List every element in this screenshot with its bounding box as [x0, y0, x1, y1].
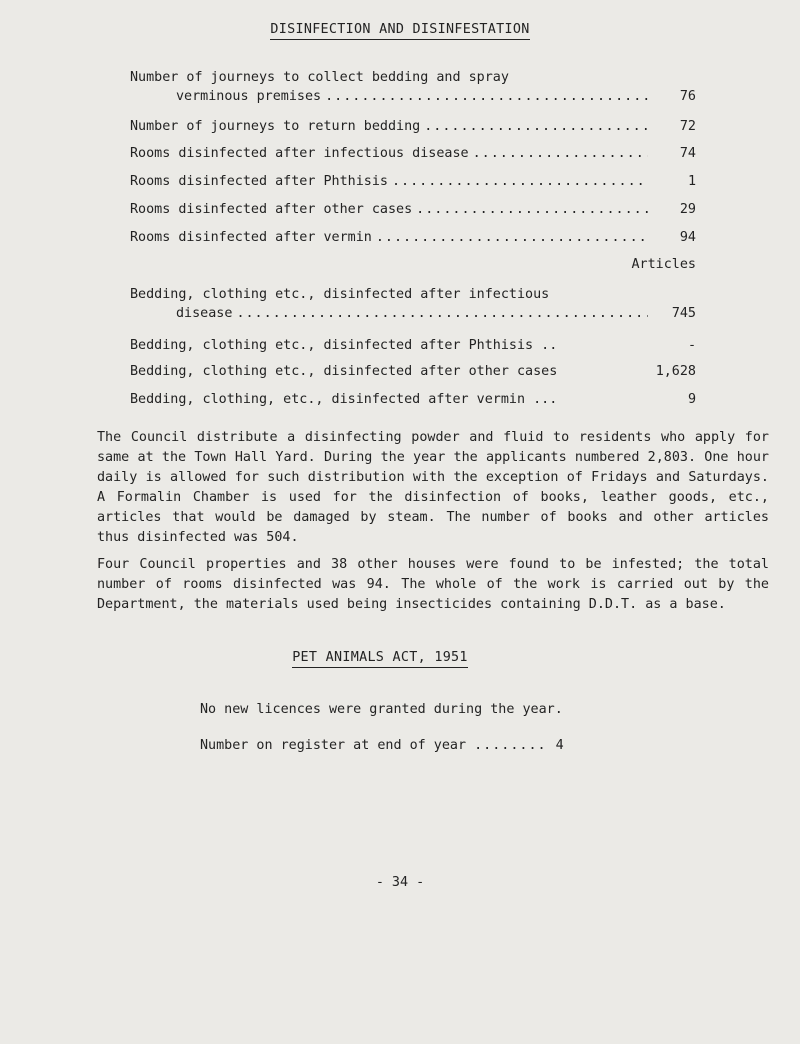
stat-label: Rooms disinfected after vermin	[130, 230, 372, 245]
paragraph-infestation	[97, 555, 769, 615]
stat-label: Rooms disinfected after infectious disease	[130, 146, 469, 161]
leader-dots	[416, 200, 648, 219]
section-title-text: DISINFECTION AND DISINFESTATION	[270, 22, 529, 40]
paragraph-distribution	[97, 428, 769, 548]
stat-row	[130, 228, 696, 247]
article-label: Bedding, clothing etc., disinfected after infectious	[130, 287, 550, 302]
pet-register-label: Number on register at end of year	[200, 738, 467, 753]
leader-dots	[473, 144, 648, 163]
stat-label: Number of journeys to return bedding	[130, 119, 421, 134]
stat-label: Rooms disinfected after other cases	[130, 202, 413, 217]
stat-value: 1	[687, 174, 696, 189]
pet-register-line	[200, 738, 564, 753]
paragraph-text: Four Council properties and 38 other houses were found to be infested; the total number of rooms disinfected was 94. The whole of the work is carried out by the Department, the materials used being insecticides containing D.D.T. as a base.	[97, 557, 769, 612]
stat-value: 29	[679, 202, 696, 217]
pet-animals-title	[0, 650, 760, 665]
leader-dots	[236, 304, 648, 323]
leader-dots	[424, 117, 648, 136]
article-label: disease	[176, 306, 233, 321]
article-value: 745	[671, 306, 696, 321]
articles-column-heading: Articles	[631, 257, 696, 272]
section-title	[0, 22, 800, 37]
article-value: 1,628	[655, 364, 696, 379]
stat-label: verminous premises	[176, 89, 322, 104]
leader-dots	[392, 172, 648, 191]
leader-dots: ........	[474, 738, 556, 753]
stat-row	[130, 200, 696, 219]
article-value: -	[687, 338, 696, 353]
article-row	[130, 390, 696, 409]
article-label: Bedding, clothing etc., disinfected after Phthisis ..	[130, 338, 558, 353]
paragraph-text: The Council distribute a disinfecting powder and fluid to residents who apply for same at the Town Hall Yard. During the year the applicants numbered 2,803. One hour daily is allowed for such distribution with the exception of Fridays and Saturdays. A Formalin Chamber is used for the disinfection of books, leather goods, etc., articles that would be damaged by steam. The number of books and other articles thus disinfected was 504.	[97, 430, 769, 545]
stat-value: 94	[679, 230, 696, 245]
stat-value: 76	[679, 89, 696, 104]
stat-label: Rooms disinfected after Phthisis	[130, 174, 388, 189]
article-label: Bedding, clothing etc., disinfected after other cases	[130, 364, 558, 379]
article-value: 9	[687, 392, 696, 407]
pet-register-value: 4	[555, 738, 564, 753]
article-row	[130, 362, 696, 381]
article-label: Bedding, clothing, etc., disinfected after vermin ...	[130, 392, 558, 407]
stat-row	[130, 68, 696, 106]
stat-value: 72	[679, 119, 696, 134]
pet-licences-line: No new licences were granted during the year.	[200, 702, 563, 717]
stat-value: 74	[679, 146, 696, 161]
leader-dots	[376, 228, 648, 247]
article-row	[130, 285, 696, 323]
pet-animals-title-text: PET ANIMALS ACT, 1951	[292, 650, 468, 668]
page-number: - 34 -	[375, 875, 425, 890]
stat-label: Number of journeys to collect bedding and spray	[130, 70, 509, 85]
stat-row	[130, 172, 696, 191]
leader-dots	[325, 87, 648, 106]
stat-row	[130, 144, 696, 163]
stat-row	[130, 117, 696, 136]
article-row	[130, 336, 696, 355]
